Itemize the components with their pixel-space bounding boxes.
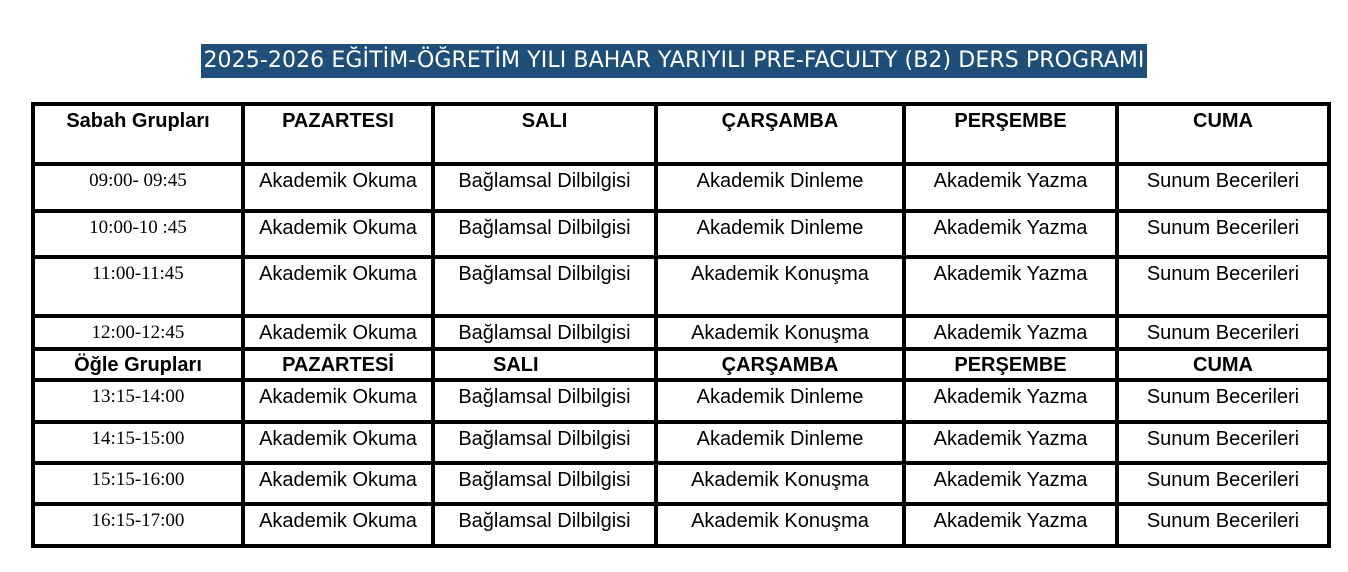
day-header: PERŞEMBE xyxy=(904,349,1117,380)
course-cell: Akademik Okuma xyxy=(243,211,433,257)
table-row xyxy=(33,211,1329,257)
course-cell: Sunum Becerileri xyxy=(1117,164,1329,211)
course-cell: Bağlamsal Dilbilgisi xyxy=(433,504,656,546)
course-cell: Bağlamsal Dilbilgisi xyxy=(433,463,656,504)
title-container xyxy=(0,44,1348,78)
course-cell: Bağlamsal Dilbilgisi xyxy=(433,422,656,463)
course-cell: Bağlamsal Dilbilgisi xyxy=(433,316,656,349)
course-cell: Akademik Dinleme xyxy=(656,164,904,211)
day-header: PAZARTESI xyxy=(243,104,433,164)
course-cell: Bağlamsal Dilbilgisi xyxy=(433,211,656,257)
course-cell: Akademik Okuma xyxy=(243,422,433,463)
day-header: ÇARŞAMBA xyxy=(656,104,904,164)
course-cell: Akademik Yazma xyxy=(904,463,1117,504)
day-header: SALI xyxy=(433,104,656,164)
course-cell: Sunum Becerileri xyxy=(1117,211,1329,257)
course-cell: Akademik Yazma xyxy=(904,316,1117,349)
schedule-table xyxy=(31,102,1331,548)
table-row xyxy=(33,164,1329,211)
group-label: Öğle Grupları xyxy=(33,349,243,380)
course-cell: Akademik Dinleme xyxy=(656,211,904,257)
course-cell: Sunum Becerileri xyxy=(1117,316,1329,349)
course-cell: Akademik Okuma xyxy=(243,504,433,546)
time-slot: 12:00-12:45 xyxy=(33,316,243,349)
course-cell: Akademik Yazma xyxy=(904,211,1117,257)
course-cell: Akademik Konuşma xyxy=(656,504,904,546)
time-slot: 16:15-17:00 xyxy=(33,504,243,546)
time-slot: 09:00- 09:45 xyxy=(33,164,243,211)
group-label: Sabah Grupları xyxy=(33,104,243,164)
course-cell: Akademik Yazma xyxy=(904,380,1117,422)
course-cell: Sunum Becerileri xyxy=(1117,257,1329,316)
course-cell: Sunum Becerileri xyxy=(1117,463,1329,504)
time-slot: 13:15-14:00 xyxy=(33,380,243,422)
table-row xyxy=(33,504,1329,546)
course-cell: Bağlamsal Dilbilgisi xyxy=(433,164,656,211)
course-cell: Akademik Yazma xyxy=(904,164,1117,211)
course-cell: Akademik Konuşma xyxy=(656,316,904,349)
course-cell: Akademik Yazma xyxy=(904,257,1117,316)
course-cell: Bağlamsal Dilbilgisi xyxy=(433,257,656,316)
table-row xyxy=(33,422,1329,463)
course-cell: Akademik Dinleme xyxy=(656,380,904,422)
table-row xyxy=(33,257,1329,316)
time-slot: 14:15-15:00 xyxy=(33,422,243,463)
table-row xyxy=(33,380,1329,422)
course-cell: Akademik Okuma xyxy=(243,380,433,422)
day-header: SALI xyxy=(433,349,656,380)
afternoon-header-row xyxy=(33,349,1329,380)
time-slot: 15:15-16:00 xyxy=(33,463,243,504)
course-cell: Sunum Becerileri xyxy=(1117,422,1329,463)
time-slot: 11:00-11:45 xyxy=(33,257,243,316)
page-title: 2025-2026 EĞİTİM-ÖĞRETİM YILI BAHAR YARIYILI PRE-FACULTY (B2) DERS PROGRAMI xyxy=(201,44,1146,78)
morning-header-row xyxy=(33,104,1329,164)
course-cell: Akademik Okuma xyxy=(243,316,433,349)
course-cell: Akademik Okuma xyxy=(243,257,433,316)
day-header: CUMA xyxy=(1117,104,1329,164)
course-cell: Sunum Becerileri xyxy=(1117,504,1329,546)
day-header: CUMA xyxy=(1117,349,1329,380)
table-row xyxy=(33,316,1329,349)
course-cell: Akademik Okuma xyxy=(243,164,433,211)
course-cell: Akademik Yazma xyxy=(904,504,1117,546)
course-cell: Akademik Okuma xyxy=(243,463,433,504)
course-cell: Akademik Dinleme xyxy=(656,422,904,463)
table-row xyxy=(33,463,1329,504)
course-cell: Akademik Yazma xyxy=(904,422,1117,463)
day-header: PERŞEMBE xyxy=(904,104,1117,164)
course-cell: Akademik Konuşma xyxy=(656,463,904,504)
day-header: PAZARTESİ xyxy=(243,349,433,380)
time-slot: 10:00-10 :45 xyxy=(33,211,243,257)
course-cell: Sunum Becerileri xyxy=(1117,380,1329,422)
course-cell: Akademik Konuşma xyxy=(656,257,904,316)
course-cell: Bağlamsal Dilbilgisi xyxy=(433,380,656,422)
day-header: ÇARŞAMBA xyxy=(656,349,904,380)
